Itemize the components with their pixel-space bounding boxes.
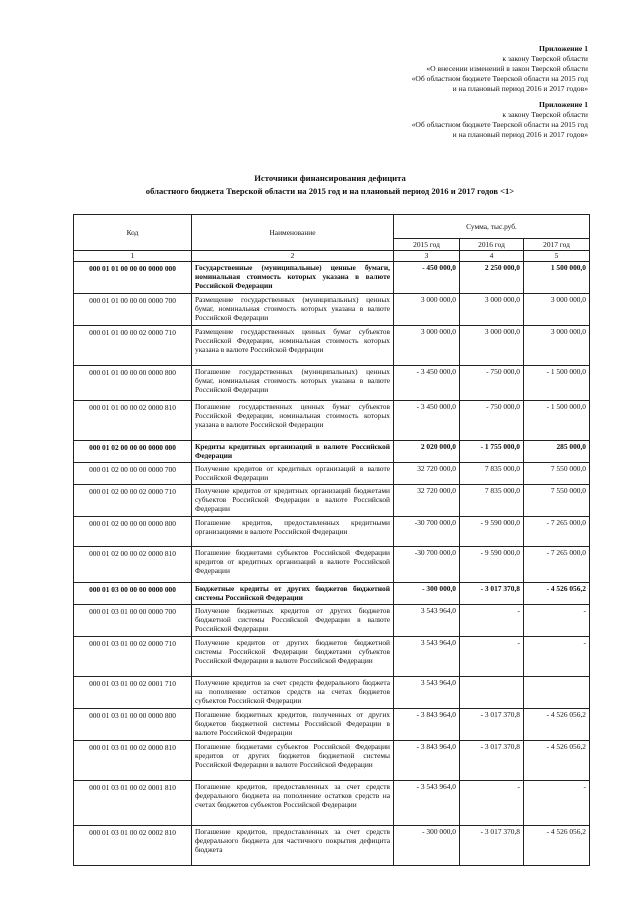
table-row <box>74 462 590 484</box>
table-row <box>74 516 590 546</box>
financing-sources-table <box>73 214 590 866</box>
header-year-2015: 2015 год <box>394 239 460 251</box>
row-name: Погашение государственных ценных бумаг субъектов Российской Федерации, номинальная стоимость которых указана в валюте Российской Федерации <box>192 400 394 440</box>
title-line: Источники финансирования дефицита <box>254 173 406 183</box>
row-name: Размещение государственных (муниципальных) ценных бумаг, номинальная стоимость которых указана в валюте Российской Федерации <box>192 293 394 325</box>
row-value-2016: - 1 755 000,0 <box>460 440 524 462</box>
table-row <box>74 546 590 582</box>
row-code: 000 01 03 01 00 00 0000 700 <box>74 604 192 636</box>
row-name: Получение кредитов от кредитных организаций бюджетами субъектов Российской Федерации в валюте Российской Федерации <box>192 484 394 516</box>
row-value-2015: - 3 450 000,0 <box>394 400 460 440</box>
row-value-2017: - 4 526 056,2 <box>524 740 590 780</box>
table-row <box>74 400 590 440</box>
row-value-2015: 3 543 964,0 <box>394 676 460 708</box>
title-line: областного бюджета Тверской области на 2015 год и на плановый период 2016 и 2017 годов <1> <box>145 186 515 196</box>
row-code: 000 01 02 00 00 02 0000 810 <box>74 546 192 582</box>
row-name: Погашение кредитов, предоставленных за счет средств федерального бюджета для частичного покрытия дефицита бюджета <box>192 825 394 865</box>
table-row <box>74 604 590 636</box>
row-value-2016: 7 835 000,0 <box>460 484 524 516</box>
row-value-2017: 285 000,0 <box>524 440 590 462</box>
column-index: 3 <box>394 251 460 261</box>
column-index: 5 <box>524 251 590 261</box>
table-row <box>74 261 590 293</box>
appendix-line: «О внесении изменений в закон Тверской области <box>426 64 588 73</box>
row-name: Погашение государственных (муниципальных) ценных бумаг, номинальная стоимость которых указана в валюте Российской Федерации <box>192 365 394 400</box>
row-value-2017: - <box>524 636 590 676</box>
table-row <box>74 440 590 462</box>
row-value-2017: 3 000 000,0 <box>524 325 590 365</box>
row-value-2016: - <box>460 636 524 676</box>
row-code: 000 01 03 01 00 02 0002 810 <box>74 825 192 865</box>
row-name: Погашение кредитов, предоставленных за счет средств федерального бюджета на пополнение остатков средств на счетах бюджетов субъектов Российской Федерации <box>192 780 394 825</box>
row-value-2017: - 1 500 000,0 <box>524 365 590 400</box>
row-value-2015: 3 543 964,0 <box>394 636 460 676</box>
table-row <box>74 325 590 365</box>
table-row <box>74 825 590 865</box>
table-row <box>74 636 590 676</box>
row-value-2016: - 750 000,0 <box>460 400 524 440</box>
row-value-2017: - 4 526 056,2 <box>524 825 590 865</box>
row-name: Получение бюджетных кредитов от других бюджетов бюджетной системы Российской Федерации в валюте Российской Федерации <box>192 604 394 636</box>
row-code: 000 01 01 00 00 00 0000 000 <box>74 261 192 293</box>
appendix-line: «Об областном бюджете Тверской области на 2015 год <box>411 74 588 83</box>
row-value-2016: - 9 590 000,0 <box>460 516 524 546</box>
table-row <box>74 293 590 325</box>
row-value-2017 <box>524 676 590 708</box>
column-index: 1 <box>74 251 192 261</box>
appendix-line: и на плановый период 2016 и 2017 годов» <box>452 84 588 93</box>
row-value-2017: - 4 526 056,2 <box>524 582 590 604</box>
row-value-2015: 32 720 000,0 <box>394 462 460 484</box>
row-value-2016: 3 000 000,0 <box>460 293 524 325</box>
header-year-2016: 2016 год <box>460 239 524 251</box>
row-code: 000 01 03 01 00 02 0001 710 <box>74 676 192 708</box>
row-name: Погашение бюджетами субъектов Российской Федерации кредитов от кредитных организаций в валюте Российской Федерации <box>192 546 394 582</box>
column-index: 4 <box>460 251 524 261</box>
row-code: 000 01 02 00 00 00 0000 700 <box>74 462 192 484</box>
table-row <box>74 484 590 516</box>
row-value-2016: - 3 017 370,8 <box>460 582 524 604</box>
row-code: 000 01 03 00 00 00 0000 000 <box>74 582 192 604</box>
row-code: 000 01 03 01 00 02 0000 810 <box>74 740 192 780</box>
document-title <box>60 172 600 198</box>
row-code: 000 01 01 00 00 02 0000 710 <box>74 325 192 365</box>
appendix-line: к закону Тверской области <box>502 110 588 119</box>
header-code: Код <box>74 215 192 251</box>
row-value-2017: 3 000 000,0 <box>524 293 590 325</box>
appendix-line: и на плановый период 2016 и 2017 годов» <box>452 130 588 139</box>
table-row <box>74 740 590 780</box>
appendix-original-law <box>412 100 588 140</box>
row-value-2016: - <box>460 604 524 636</box>
row-name: Бюджетные кредиты от других бюджетов бюджетной системы Российской Федерации <box>192 582 394 604</box>
row-value-2016 <box>460 676 524 708</box>
row-value-2015: -30 700 000,0 <box>394 546 460 582</box>
row-value-2015: 3 000 000,0 <box>394 325 460 365</box>
appendix-current-law <box>412 44 588 94</box>
table-body <box>74 261 590 865</box>
row-value-2017: - <box>524 604 590 636</box>
row-value-2016: - 9 590 000,0 <box>460 546 524 582</box>
row-value-2016: 3 000 000,0 <box>460 325 524 365</box>
header-sum: Сумма, тыс.руб. <box>394 215 590 239</box>
column-index: 2 <box>192 251 394 261</box>
row-code: 000 01 03 01 00 02 0000 710 <box>74 636 192 676</box>
row-code: 000 01 02 00 00 00 0000 800 <box>74 516 192 546</box>
row-value-2017: - 7 265 000,0 <box>524 546 590 582</box>
row-value-2015: - 3 843 964,0 <box>394 708 460 740</box>
appendix-heading: Приложение 1 <box>539 100 588 109</box>
row-value-2016: 2 250 000,0 <box>460 261 524 293</box>
row-value-2016: 7 835 000,0 <box>460 462 524 484</box>
row-code: 000 01 02 00 00 00 0000 000 <box>74 440 192 462</box>
row-value-2017: - 4 526 056,2 <box>524 708 590 740</box>
row-code: 000 01 03 01 00 02 0001 810 <box>74 780 192 825</box>
row-name: Погашение бюджетных кредитов, полученных от других бюджетов бюджетной системы Российской Федерации в валюте Российской Федерации <box>192 708 394 740</box>
row-value-2015: - 450 000,0 <box>394 261 460 293</box>
table-row <box>74 708 590 740</box>
row-name: Получение кредитов от кредитных организаций в валюте Российской Федерации <box>192 462 394 484</box>
row-value-2016: - 3 017 370,8 <box>460 708 524 740</box>
header-name: Наименование <box>192 215 394 251</box>
row-value-2015: - 3 450 000,0 <box>394 365 460 400</box>
row-value-2015: -30 700 000,0 <box>394 516 460 546</box>
row-code: 000 01 01 00 00 00 0000 700 <box>74 293 192 325</box>
appendix-heading: Приложение 1 <box>539 44 588 53</box>
row-value-2015: 3 543 964,0 <box>394 604 460 636</box>
header-year-2017: 2017 год <box>524 239 590 251</box>
row-value-2016: - 3 017 370,8 <box>460 740 524 780</box>
row-value-2015: - 300 000,0 <box>394 825 460 865</box>
row-value-2015: 32 720 000,0 <box>394 484 460 516</box>
row-name: Получение кредитов за счет средств федерального бюджета на пополнение остатков средств на счетах бюджетов субъектов Российской Федерации <box>192 676 394 708</box>
table-row <box>74 676 590 708</box>
row-value-2016: - 750 000,0 <box>460 365 524 400</box>
row-value-2017: 7 550 000,0 <box>524 462 590 484</box>
row-value-2015: - 300 000,0 <box>394 582 460 604</box>
row-value-2015: - 3 543 964,0 <box>394 780 460 825</box>
row-code: 000 01 03 01 00 00 0000 800 <box>74 708 192 740</box>
row-value-2015: - 3 843 964,0 <box>394 740 460 780</box>
row-name: Размещение государственных ценных бумаг субъектов Российской Федерации, номинальная стоимость которых указана в валюте Российской Федерации <box>192 325 394 365</box>
row-name: Погашение кредитов, предоставленных кредитными организациями в валюте Российской Федерации <box>192 516 394 546</box>
row-value-2017: - 1 500 000,0 <box>524 400 590 440</box>
appendix-line: к закону Тверской области <box>502 54 588 63</box>
row-value-2017: 1 500 000,0 <box>524 261 590 293</box>
row-code: 000 01 02 00 00 02 0000 710 <box>74 484 192 516</box>
table-row <box>74 780 590 825</box>
row-value-2017: - 7 265 000,0 <box>524 516 590 546</box>
row-code: 000 01 01 00 00 00 0000 800 <box>74 365 192 400</box>
row-name: Кредиты кредитных организаций в валюте Российской Федерации <box>192 440 394 462</box>
row-value-2017: 7 550 000,0 <box>524 484 590 516</box>
row-value-2015: 3 000 000,0 <box>394 293 460 325</box>
row-value-2016: - <box>460 780 524 825</box>
table-row <box>74 582 590 604</box>
appendix-line: «Об областном бюджете Тверской области на 2015 год <box>411 120 588 129</box>
row-name: Погашение бюджетами субъектов Российской Федерации кредитов от других бюджетов бюджетной системы Российской Федерации в валюте Российской Федерации <box>192 740 394 780</box>
row-name: Государственные (муниципальные) ценные бумаги, номинальная стоимость которых указана в валюте Российской Федерации <box>192 261 394 293</box>
table-row <box>74 365 590 400</box>
row-name: Получение кредитов от других бюджетов бюджетной системы Российской Федерации бюджетами субъектов Российской Федерации в валюте Российской Федерации <box>192 636 394 676</box>
row-code: 000 01 01 00 00 02 0000 810 <box>74 400 192 440</box>
row-value-2016: - 3 017 370,8 <box>460 825 524 865</box>
row-value-2015: 2 020 000,0 <box>394 440 460 462</box>
row-value-2017: - <box>524 780 590 825</box>
